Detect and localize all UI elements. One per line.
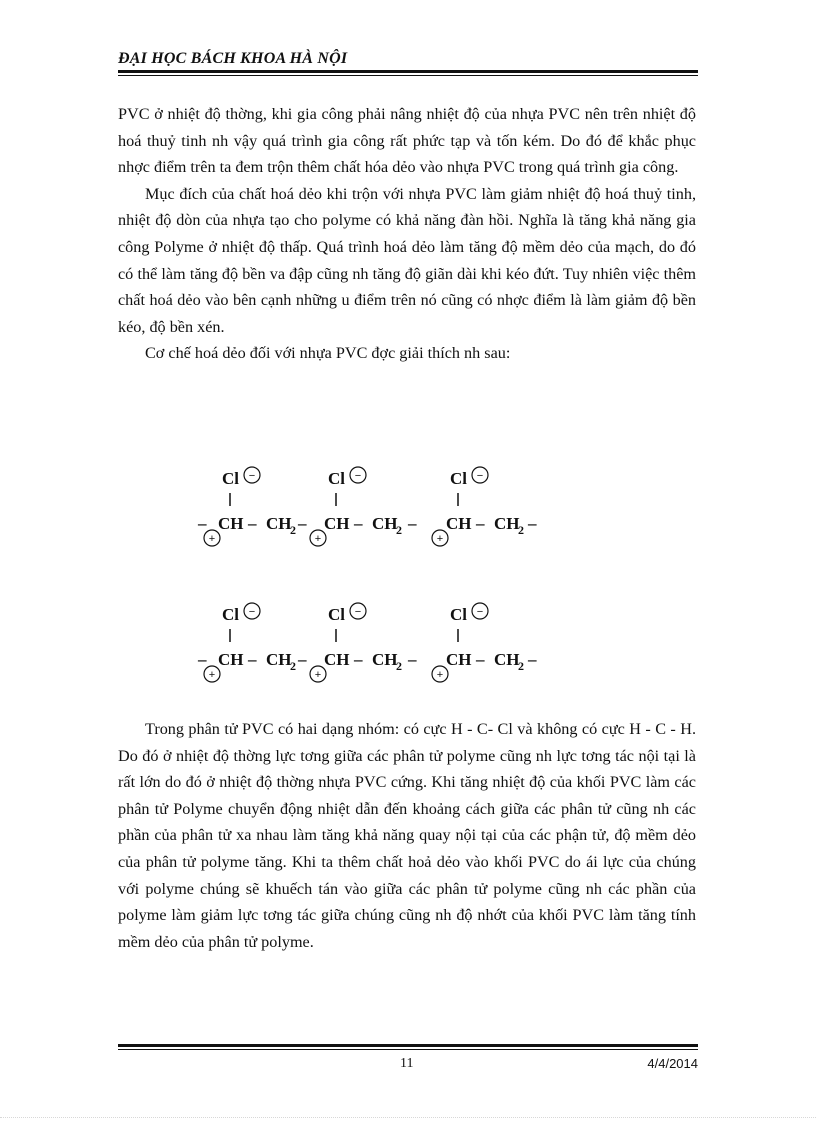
header-title: ĐẠI HỌC BÁCH KHOA HÀ NỘI <box>118 50 348 67</box>
dash: – <box>476 650 485 669</box>
sub-2: 2 <box>396 523 402 537</box>
minus-sign: − <box>248 470 256 482</box>
paragraph-4: Trong phân tử PVC có hai dạng nhóm: có cực H - C- Cl và không có cực H - C - H. Do đó ở nhiệt độ thờng lực tơng giữa các phân tử polyme cũng nh lực tơng tác nội tại là rất lớn do đó ở nhiệt độ thờng nhựa PVC cứng. Khi tăng nhiệt độ của khối PVC làm các phân tử Polyme chuyển động nhiệt dẫn đến khoảng cách giữa các phân tử cũng nh các phần của phân tử xa nhau làm tăng khả năng quay nội tại của các phận tử, độ mềm dẻo của phân tử polyme tăng. Khi ta thêm chất hoả dẻo vào khối PVC do ái lực của chúng với polyme chúng sẽ khuếch tán vào giữa các phân tử polyme cũng nh các phần của polyme làm giảm lực tơng tác giữa chúng cũng nh độ nhớt của khối PVC làm tăng tính mềm dẻo của phân tử polyme. <box>118 720 696 951</box>
cl-label: Cl <box>328 469 345 488</box>
ch-label: CH <box>218 514 244 533</box>
sub-2: 2 <box>396 659 402 673</box>
page-number: 11 <box>400 1056 414 1071</box>
dash: – <box>298 514 307 533</box>
minus-sign: − <box>354 470 362 482</box>
dash: – <box>354 514 363 533</box>
cl-label: Cl <box>328 605 345 624</box>
header-rule-thin <box>118 75 698 76</box>
ch-label: CH <box>324 514 350 533</box>
header-rule-thick <box>118 70 698 73</box>
page-header <box>118 50 698 76</box>
plus-sign: + <box>208 669 216 681</box>
minus-sign: − <box>476 606 484 618</box>
cl-label: Cl <box>222 469 239 488</box>
pvc-chain-svg-2 <box>196 594 576 684</box>
dash: – <box>248 514 257 533</box>
minus-sign: − <box>248 606 256 618</box>
ch2-label: CH <box>494 650 520 669</box>
ch2-label: CH <box>372 650 398 669</box>
plus-sign: + <box>314 669 322 681</box>
cl-label: Cl <box>450 469 467 488</box>
pvc-chain-formula-1 <box>196 458 576 548</box>
plus-sign: + <box>436 669 444 681</box>
dash: – <box>476 514 485 533</box>
dash: – <box>248 650 257 669</box>
footer-rule-thick <box>118 1044 698 1047</box>
pvc-chain-svg-1 <box>196 458 576 548</box>
page-footer <box>118 1044 698 1076</box>
paragraph-3: Cơ chế hoá dẻo đối với nhựa PVC đợc giải thích nh sau: <box>145 344 511 363</box>
ch2-label: CH <box>266 650 292 669</box>
dash: – <box>198 514 207 533</box>
minus-sign: − <box>354 606 362 618</box>
sub-2: 2 <box>518 523 524 537</box>
dash: – <box>354 650 363 669</box>
dash: – <box>528 514 537 533</box>
minus-sign: − <box>476 470 484 482</box>
ch2-label: CH <box>372 514 398 533</box>
cl-label: Cl <box>450 605 467 624</box>
sub-2: 2 <box>290 659 296 673</box>
plus-sign: + <box>436 533 444 545</box>
dash: – <box>298 650 307 669</box>
plus-sign: + <box>314 533 322 545</box>
dash: – <box>528 650 537 669</box>
sub-2: 2 <box>290 523 296 537</box>
paragraph-1: PVC ở nhiệt độ thờng, khi gia công phải nâng nhiệt độ của nhựa PVC nên trên nhiệt độ hoá thuỷ tinh nh vậy quá trình gia công rất phức tạp và tốn kém. Do đó để khắc phục nhợc điểm trên ta đem trộn thêm chất hóa dẻo vào nhựa PVC trong quá trình gia công. <box>118 105 696 177</box>
body-text <box>118 101 696 367</box>
ch-label: CH <box>446 514 472 533</box>
footer-row <box>118 1056 698 1076</box>
ch2-label: CH <box>494 514 520 533</box>
dash: – <box>198 650 207 669</box>
dash: – <box>408 514 417 533</box>
body-text-lower <box>118 716 696 955</box>
footer-date: 4/4/2014 <box>647 1056 698 1071</box>
plus-sign: + <box>208 533 216 545</box>
cl-label: Cl <box>222 605 239 624</box>
ch-label: CH <box>324 650 350 669</box>
ch-label: CH <box>218 650 244 669</box>
page-edge-divider <box>0 1117 816 1118</box>
pvc-chain-formula-2 <box>196 594 576 684</box>
dash: – <box>408 650 417 669</box>
paragraph-2: Mục đích của chất hoá dẻo khi trộn với nhựa PVC làm giảm nhiệt độ hoá thuỷ tinh, nhiệt độ dòn của nhựa tạo cho polyme có khả năng đàn hồi. Nghĩa là tăng khả năng gia công Polyme ở nhiệt độ thấp. Quá trình hoá dẻo làm tăng độ mềm dẻo của mạch, do đó có thể làm tăng độ bền va đập cũng nh tăng độ giãn dài khi kéo đứt. Tuy nhiên việc thêm chất hoá dẻo vào bên cạnh những u điểm trên nó cũng có nhợc điểm là làm giảm độ bền kéo, độ bền xén. <box>118 184 696 336</box>
footer-rule-thin <box>118 1049 698 1050</box>
sub-2: 2 <box>518 659 524 673</box>
ch2-label: CH <box>266 514 292 533</box>
ch-label: CH <box>446 650 472 669</box>
